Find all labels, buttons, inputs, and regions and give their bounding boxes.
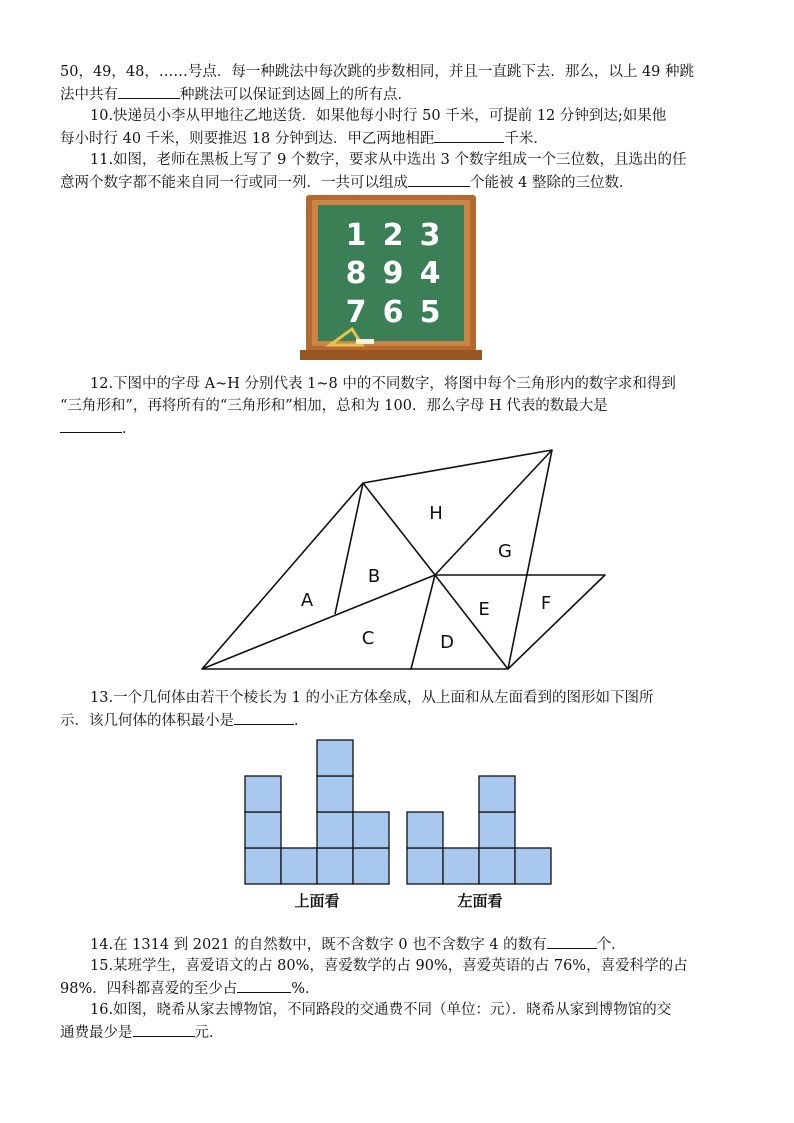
board-digit: 2 bbox=[382, 218, 404, 253]
q9-line-2: 法中共有 种跳法可以保证到达圆上的所有点． bbox=[60, 84, 412, 105]
q16-answer-blank[interactable] bbox=[133, 1022, 195, 1037]
board-digit: 7 bbox=[345, 295, 367, 330]
label-e: E bbox=[478, 599, 490, 620]
blackboard-figure bbox=[300, 195, 482, 360]
board-digit: 4 bbox=[419, 256, 441, 291]
q15-answer-blank[interactable] bbox=[237, 978, 291, 993]
board-digit: 1 bbox=[345, 218, 367, 253]
unit-square bbox=[479, 848, 515, 884]
label-h: H bbox=[429, 503, 443, 524]
q12-line-2: “三角形和”，再将所有的“三角形和”相加，总和为 100．那么字母 H 代表的数最大是 bbox=[60, 398, 608, 414]
q10-line-2: 每小时行 40 千米，则要推迟 18 分钟到达．甲乙两地相距 千米． bbox=[60, 128, 548, 149]
unit-square bbox=[245, 812, 281, 848]
unit-square bbox=[353, 848, 389, 884]
views-figure bbox=[235, 736, 565, 916]
unit-square bbox=[245, 848, 281, 884]
q13-line-1: 13.一个几何体由若干个棱长为 1 的小正方体垒成，从上面和从左面看到的图形如下图所 bbox=[90, 690, 654, 706]
q12-line-1: 12.下图中的字母 A~H 分别代表 1~8 中的不同数字，将图中每个三角形内的数字求和得到 bbox=[90, 376, 676, 392]
q11-line-2: 意两个数字都不能来自同一行或同一列．一共可以组成 个能被 4 整除的三位数． bbox=[60, 172, 633, 193]
unit-square bbox=[317, 848, 353, 884]
q10-answer-blank[interactable] bbox=[434, 128, 504, 143]
q15-line-1: 15.某班学生，喜爱语文的占 80%，喜爱数学的占 90%，喜爱英语的占 76%，喜爱科学的占 bbox=[90, 958, 688, 974]
unit-square bbox=[245, 776, 281, 812]
label-d: D bbox=[440, 632, 454, 653]
chalk-tray bbox=[300, 350, 482, 360]
q9-line-1: 50，49，48，……号点．每一种跳法中每次跳的步数相同，并且一直跳下去．那么，以上 49 种跳 bbox=[60, 64, 695, 80]
q11-answer-blank[interactable] bbox=[408, 172, 470, 187]
board-digits bbox=[346, 218, 441, 330]
unit-square bbox=[443, 848, 479, 884]
unit-square bbox=[317, 812, 353, 848]
left-view-label: 左面看 bbox=[457, 892, 503, 910]
q13-line-2: 示．该几何体的体积最小是 ． bbox=[60, 710, 309, 731]
board-digit: 9 bbox=[382, 256, 404, 291]
q16-line-2: 通费最少是 元． bbox=[60, 1022, 224, 1043]
unit-square bbox=[479, 776, 515, 812]
left-view bbox=[407, 776, 551, 884]
q12-line-3: ． bbox=[60, 418, 137, 439]
unit-square bbox=[317, 740, 353, 776]
unit-square bbox=[407, 812, 443, 848]
label-a: A bbox=[300, 590, 314, 611]
top-view bbox=[245, 740, 389, 884]
board-digit: 5 bbox=[419, 295, 441, 330]
q9-answer-blank[interactable] bbox=[118, 84, 180, 99]
top-view-label: 上面看 bbox=[294, 892, 340, 910]
unit-square bbox=[317, 776, 353, 812]
q16-line-1: 16.如图，晓希从家去博物馆，不同路段的交通费不同（单位：元）．晓希从家到博物馆的交 bbox=[90, 1002, 672, 1018]
figure-lines bbox=[202, 450, 605, 669]
label-g: G bbox=[498, 541, 512, 562]
board-digit: 6 bbox=[382, 295, 404, 330]
q15-line-2: 98%．四科都喜爱的至少占 %． bbox=[60, 978, 320, 999]
chalk-icon bbox=[356, 339, 374, 344]
unit-square bbox=[407, 848, 443, 884]
q14-line: 14.在 1314 到 2021 的自然数中，既不含数字 0 也不含数字 4 的数有 个． bbox=[90, 934, 626, 955]
q12-answer-blank[interactable] bbox=[60, 418, 122, 433]
board-digit: 8 bbox=[345, 256, 367, 291]
q10-line-1: 10.快递员小李从甲地往乙地送货．如果他每小时行 50 千米，可提前 12 分钟到达;如果他 bbox=[90, 108, 667, 124]
label-c: C bbox=[361, 628, 375, 649]
unit-square bbox=[515, 848, 551, 884]
triangle-figure bbox=[195, 445, 610, 677]
q14-answer-blank[interactable] bbox=[547, 934, 597, 949]
unit-square bbox=[281, 848, 317, 884]
unit-square bbox=[479, 812, 515, 848]
q13-answer-blank[interactable] bbox=[234, 710, 294, 725]
q11-line-1: 11.如图，老师在黑板上写了 9 个数字，要求从中选出 3 个数字组成一个三位数，且选出的任 bbox=[90, 152, 687, 168]
unit-square bbox=[353, 812, 389, 848]
board-digit: 3 bbox=[419, 218, 441, 253]
label-f: F bbox=[540, 593, 552, 614]
label-b: B bbox=[367, 566, 381, 587]
